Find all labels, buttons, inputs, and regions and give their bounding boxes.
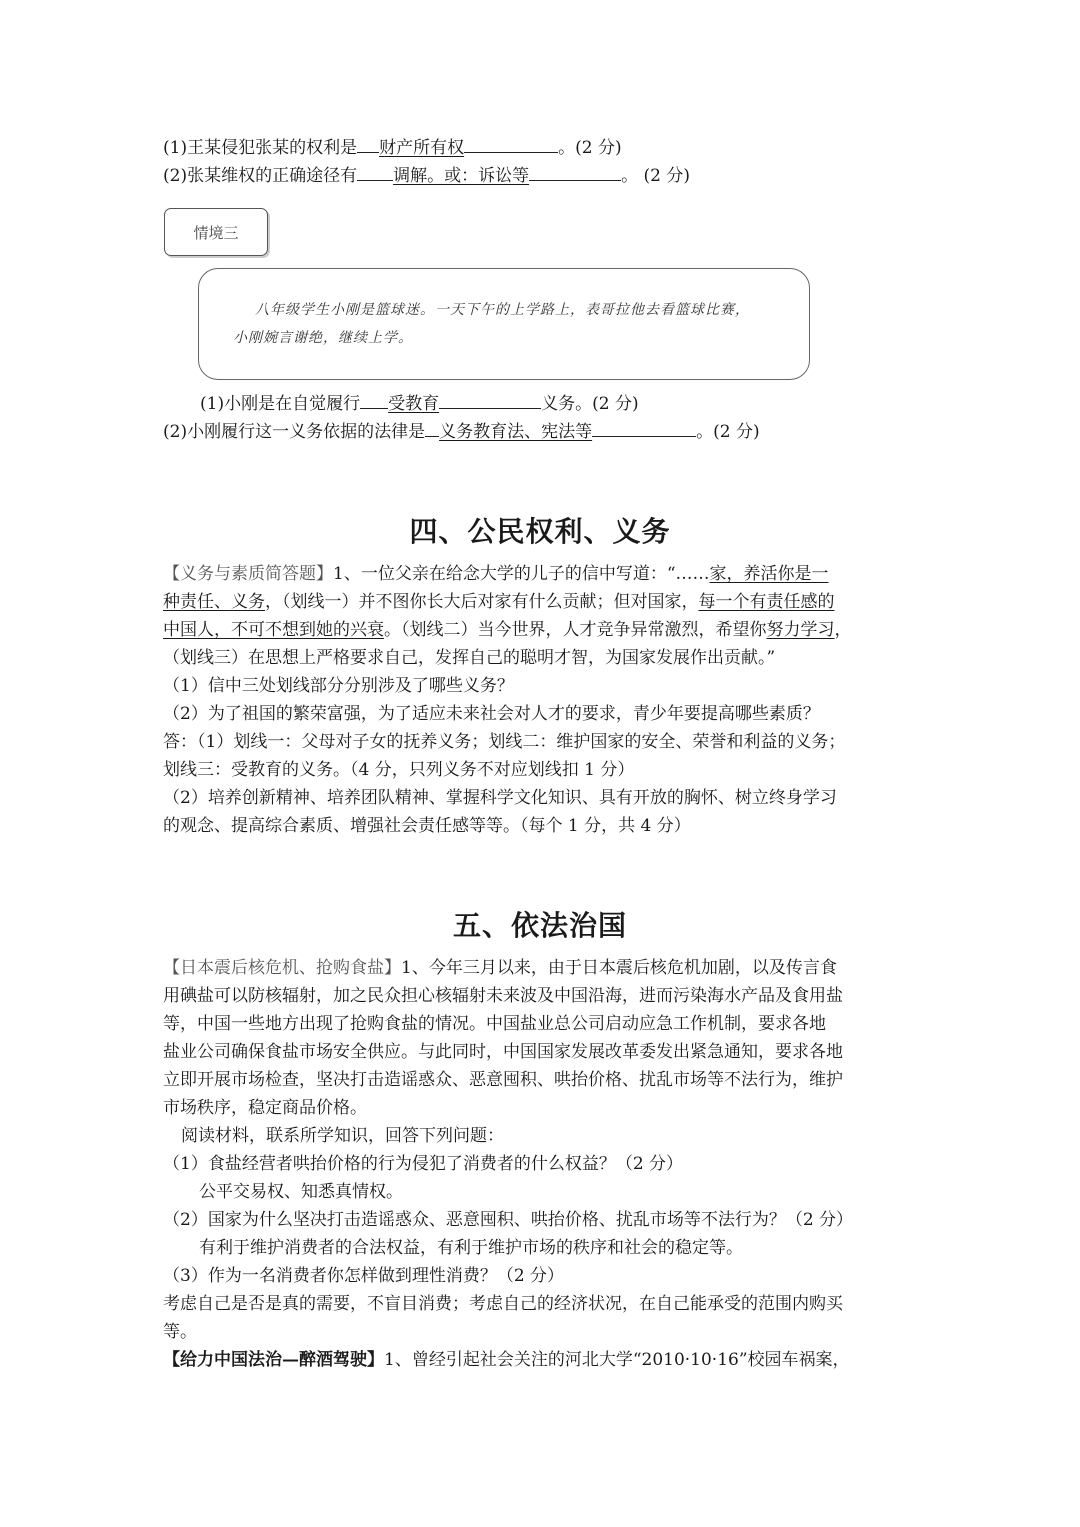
question-line: （2）为了祖国的繁荣富强，为了适应未来社会对人才的要求，青少年要提高哪些素质？ xyxy=(163,704,820,724)
text-span: ，（划线一）并不图你长大后对家有什么贡献；但对国家， xyxy=(265,592,699,612)
text-span: 1、曾经引起社会关注的河北大学“2010·10·16”校园车祸案， xyxy=(384,1350,850,1370)
blank xyxy=(439,392,541,409)
text-line xyxy=(163,616,852,644)
text-line: 用碘盐可以防核辐射，加之民众担心核辐射未来波及中国沿海，进而污染海水产品及食用盐 xyxy=(163,986,843,1006)
answer-line: 有利于维护消费者的合法权益，有利于维护市场的秩序和社会的稳定等。 xyxy=(199,1238,743,1258)
underlined-text: 种责任、义务 xyxy=(163,592,265,612)
scenario2-q1 xyxy=(163,136,622,159)
q1-suffix: 。(2 分) xyxy=(558,138,622,158)
q2-answer: 调解。或：诉讼等 xyxy=(393,166,530,186)
story-line: 小刚婉言谢绝，继续上学。 xyxy=(233,330,413,346)
underlined-text: 家，养活你是一 xyxy=(709,564,829,584)
topic-bracket: 【日本震后核危机、抢购食盐】 xyxy=(163,958,401,978)
q2-suffix: 。 (2 分) xyxy=(621,166,690,186)
q1-answer: 受教育 xyxy=(388,394,440,414)
question-line: （1）信中三处划线部分分别涉及了哪些义务？ xyxy=(163,676,514,696)
blank xyxy=(464,136,558,153)
question-line: （3）作为一名消费者你怎样做到理性消费？（2 分） xyxy=(163,1266,565,1286)
section-heading: 四、公民权利、义务 xyxy=(409,515,671,548)
topic-bracket: 【给力中国法治—醉酒驾驶】 xyxy=(163,1350,384,1370)
scenario-tag-box xyxy=(164,208,268,256)
blank xyxy=(357,136,379,153)
q1-answer: 财产所有权 xyxy=(379,138,465,158)
instruction-line: 阅读材料，联系所学知识，回答下列问题： xyxy=(181,1126,504,1146)
answer-line: 公平交易权、知悉真情权。 xyxy=(199,1182,403,1202)
q1-prefix: (1)小刚是在自觉履行 xyxy=(200,394,361,414)
underlined-text: 努力学习 xyxy=(766,620,835,640)
scenario2-q2 xyxy=(163,164,690,187)
blank xyxy=(592,420,696,437)
text-line xyxy=(163,588,852,616)
answer-line: 划线三：受教育的义务。（4 分，只列义务不对应划线扣 1 分） xyxy=(163,760,635,780)
text-span: ， xyxy=(834,620,852,640)
underlined-text: 中国人，不可不想到她的兴衰 xyxy=(163,620,384,640)
topic-bracket: 【义务与素质简答题】 xyxy=(163,564,333,584)
scenario-story-box xyxy=(198,268,810,380)
text-span: 1、今年三月以来，由于日本震后核危机加剧，以及传言食 xyxy=(401,958,837,978)
text-span: 1、一位父亲在给念大学的儿子的信中写道：“…… xyxy=(333,564,710,584)
q1-suffix: 义务。(2 分) xyxy=(541,394,639,414)
text-line: （划线三）在思想上严格要求自己，发挥自己的聪明才智，为国家发展作出贡献。” xyxy=(163,648,776,668)
section-heading: 五、依法治国 xyxy=(452,909,627,942)
q2-prefix: (2)小刚履行这一义务依据的法律是 xyxy=(163,422,426,442)
blank xyxy=(357,164,393,181)
underlined-text: 每一个有责任感的 xyxy=(698,592,835,612)
text-line: 立即开展市场检查，坚决打击造谣惑众、恶意囤积、哄抬价格、扰乱市场等不法行为，维护 xyxy=(163,1070,843,1090)
q1-prefix: (1)王某侵犯张某的权利是 xyxy=(163,138,358,158)
text-span: 。（划线二）当今世界，人才竞争异常激烈，希望你 xyxy=(384,620,767,640)
answer-line: 答：（1）划线一：父母对子女的抚养义务；划线二：维护国家的安全、荣誉和利益的义务； xyxy=(163,732,846,752)
answer-line: （2）培养创新精神、培养团队精神、掌握科学文化知识、具有开放的胸怀、树立终身学习 xyxy=(163,788,837,808)
answer-line: 等。 xyxy=(163,1322,197,1342)
blank xyxy=(425,420,439,437)
section4-paragraph xyxy=(163,560,852,840)
blank xyxy=(529,164,621,181)
section5-paragraph xyxy=(163,954,853,1374)
question-line: （1）食盐经营者哄抬价格的行为侵犯了消费者的什么权益？（2 分） xyxy=(163,1154,684,1174)
text-line xyxy=(163,1346,853,1374)
question-line: （2）国家为什么坚决打击造谣惑众、恶意囤积、哄抬价格、扰乱市场等不法行为？（2 分） xyxy=(163,1210,854,1230)
answer-line: 的观念、提高综合素质、增强社会责任感等等。（每个 1 分，共 4 分） xyxy=(163,816,691,836)
q2-answer: 义务教育法、宪法等 xyxy=(439,422,593,442)
q2-prefix: (2)张某维权的正确途径有 xyxy=(163,166,358,186)
scenario-tag: 情境三 xyxy=(193,224,239,242)
text-line xyxy=(163,954,853,982)
story-line: 八年级学生小刚是篮球迷。一天下午的上学路上，表哥拉他去看篮球比赛， xyxy=(255,302,750,318)
text-line: 盐业公司确保食盐市场安全供应。与此同时，中国国家发展改革委发出紧急通知，要求各地 xyxy=(163,1042,843,1062)
scenario3-q2 xyxy=(163,420,760,443)
answer-line: 考虑自己是否是真的需要，不盲目消费；考虑自己的经济状况，在自己能承受的范围内购买 xyxy=(163,1294,843,1314)
text-line xyxy=(163,560,852,588)
text-line: 市场秩序，稳定商品价格。 xyxy=(163,1098,367,1118)
text-line: 等，中国一些地方出现了抢购食盐的情况。中国盐业总公司启动应急工作机制，要求各地 xyxy=(163,1014,826,1034)
blank xyxy=(360,392,388,409)
scenario3-q1 xyxy=(200,392,639,415)
q2-suffix: 。(2 分) xyxy=(696,422,760,442)
